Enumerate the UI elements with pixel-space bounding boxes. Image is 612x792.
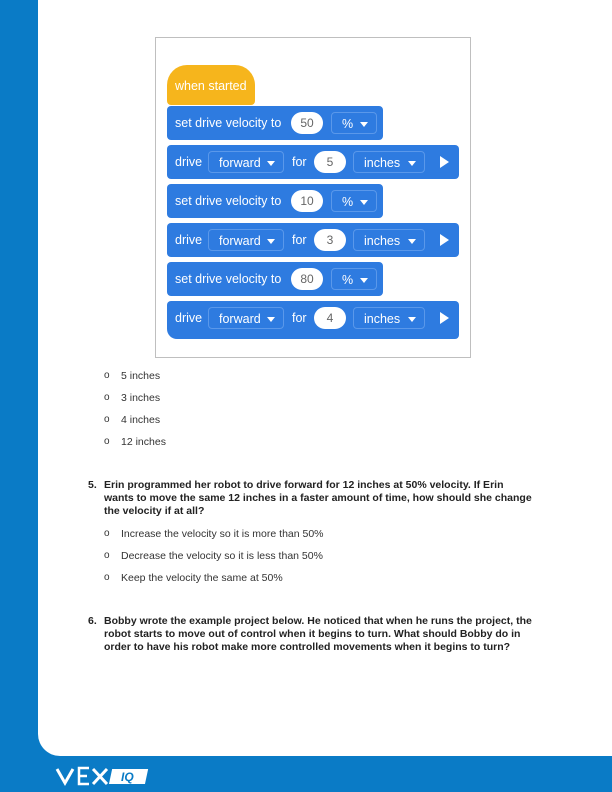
vex-iq-logo — [55, 765, 155, 787]
block-label: drive — [175, 155, 203, 169]
distance-value[interactable]: 4 — [314, 307, 346, 329]
set-velocity-block — [167, 262, 383, 296]
unit-dropdown[interactable]: inches — [353, 151, 425, 173]
block-label: drive — [175, 233, 203, 247]
chevron-down-icon — [360, 122, 368, 127]
unit-dropdown[interactable]: % — [331, 190, 377, 212]
chevron-down-icon — [267, 317, 275, 322]
chevron-down-icon — [408, 239, 416, 244]
bullet: o — [104, 414, 110, 425]
block-label: drive — [175, 311, 203, 325]
for-label: for — [292, 155, 307, 169]
drive-block — [167, 223, 459, 257]
unit-dropdown[interactable]: % — [331, 268, 377, 290]
play-icon[interactable] — [440, 234, 449, 246]
direction-dropdown[interactable]: forward — [208, 151, 284, 173]
direction-dropdown[interactable]: forward — [208, 307, 284, 329]
chevron-down-icon — [360, 278, 368, 283]
bullet: o — [104, 392, 110, 403]
for-label: for — [292, 233, 307, 247]
block-label: set drive velocity to — [175, 116, 282, 130]
unit-dropdown[interactable]: inches — [353, 229, 425, 251]
svg-text:IQ: IQ — [121, 770, 134, 784]
drive-block — [167, 145, 459, 179]
chevron-down-icon — [267, 161, 275, 166]
distance-value[interactable]: 5 — [314, 151, 346, 173]
block-label: set drive velocity to — [175, 194, 282, 208]
for-label: for — [292, 311, 307, 325]
question-text: Bobby wrote the example project below. He noticed that when he runs the project, the robot starts to move out of control when it begins to turn. What should Bobby do in order to have his robot make more controlled movements when it begins to turn? — [104, 615, 532, 653]
distance-value[interactable]: 3 — [314, 229, 346, 251]
chevron-down-icon — [408, 161, 416, 166]
question-6 — [88, 615, 548, 669]
direction-dropdown[interactable]: forward — [208, 229, 284, 251]
set-velocity-block — [167, 106, 383, 140]
when-started-block — [167, 65, 255, 105]
bullet: o — [104, 528, 110, 539]
bullet: o — [104, 550, 110, 561]
chevron-down-icon — [408, 317, 416, 322]
chevron-down-icon — [267, 239, 275, 244]
set-velocity-block — [167, 184, 383, 218]
bullet: o — [104, 370, 110, 381]
question-text: Erin programmed her robot to drive forward for 12 inches at 50% velocity. If Erin wants to move the same 12 inches in a faster amount of time, how should she change the velocity if at all? — [104, 479, 532, 517]
block-label: set drive velocity to — [175, 272, 282, 286]
question-number: 5. — [88, 479, 97, 491]
velocity-value[interactable]: 80 — [291, 268, 323, 290]
drive-block — [167, 301, 459, 339]
play-icon[interactable] — [440, 156, 449, 168]
unit-dropdown[interactable]: % — [331, 112, 377, 134]
chevron-down-icon — [360, 200, 368, 205]
velocity-value[interactable]: 10 — [291, 190, 323, 212]
question-number: 6. — [88, 615, 97, 627]
velocity-value[interactable]: 50 — [291, 112, 323, 134]
play-icon[interactable] — [440, 312, 449, 324]
hat-label: when started — [175, 79, 247, 93]
bullet: o — [104, 572, 110, 583]
bullet: o — [104, 436, 110, 447]
unit-dropdown[interactable]: inches — [353, 307, 425, 329]
question-5 — [88, 479, 548, 519]
